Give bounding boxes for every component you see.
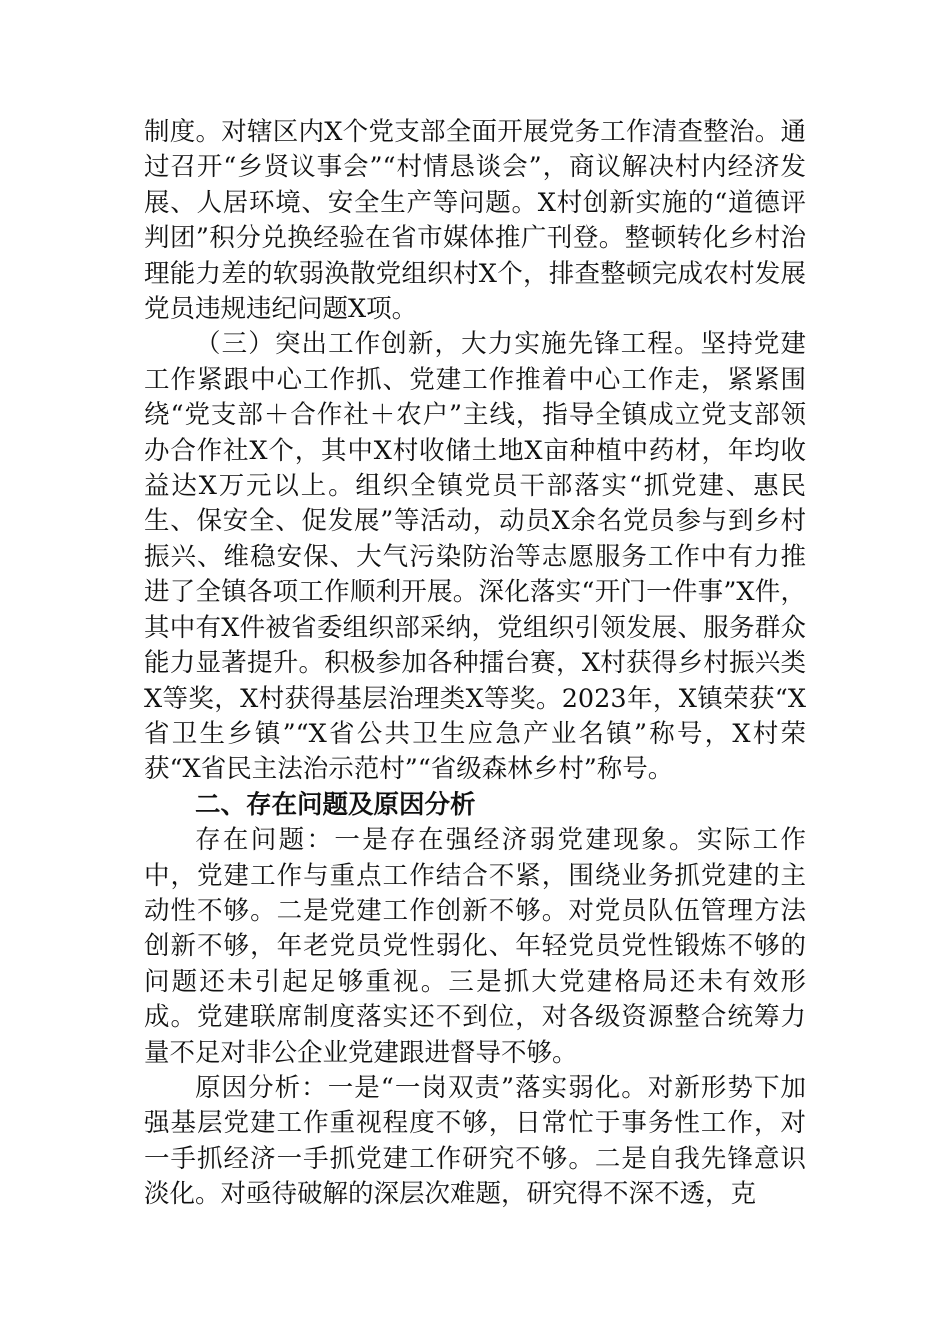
- paragraph-problems: 存在问题：一是存在强经济弱党建现象。实际工作中，党建工作与重点工作结合不紧，围绕业务抓党建的主动性不够。二是党建工作创新不够。对党员队伍管理方法创新不够，年老党员党性弱化、年轻党员党性锻炼不够的问题还未引起足够重视。三是抓大党建格局还未有效形成。党建联席制度落实还不到位，对各级资源整合统筹力量不足对非公企业党建跟进督导不够。: [144, 825, 806, 1068]
- section-heading: 二、存在问题及原因分析: [195, 789, 476, 820]
- paragraph-cause-analysis: 原因分析：一是“一岗双责”落实弱化。对新形势下加强基层党建工作重视程度不够，日常忙于事务性工作，对一手抓经济一手抓党建工作研究不够。二是自我先锋意识淡化。对亟待破解的深层次难题，研究得不深不透，克: [144, 1072, 806, 1210]
- document-body: [144, 115, 806, 1213]
- paragraph-section-three: （三）突出工作创新，大力实施先锋工程。坚持党建工作紧跟中心工作抓、党建工作推着中心工作走，紧紧围绕“党支部＋合作社＋农户”主线，指导全镇成立党支部领办合作社X个，其中X村收储土地X亩种植中药材，年均收益达X万元以上。组织全镇党员干部落实“抓党建、惠民生、保安全、促发展”等活动，动员X余名党员参与到乡村振兴、维稳安保、大气污染防治等志愿服务工作中有力推进了全镇各项工作顺利开展。深化落实“开门一件事”X件，其中有X件被省委组织部采纳，党组织引领发展、服务群众能力显著提升。积极参加各种擂台赛，X村获得乡村振兴类X等奖，X村获得基层治理类X等奖。2023年，X镇荣获“X省卫生乡镇”“X省公共卫生应急产业名镇”称号，X村荣获“X省民主法治示范村”“省级森林乡村”称号。: [144, 329, 806, 785]
- paragraph-continued: 制度。对辖区内X个党支部全面开展党务工作清查整治。通过召开“乡贤议事会”“村情恳谈会”，商议解决村内经济发展、人居环境、安全生产等问题。X村创新实施的“道德评判团”积分兑换经验在省市媒体推广刊登。整顿转化乡村治理能力差的软弱涣散党组织村X个，排查整顿完成农村发展党员违规违纪问题X项。: [144, 117, 806, 325]
